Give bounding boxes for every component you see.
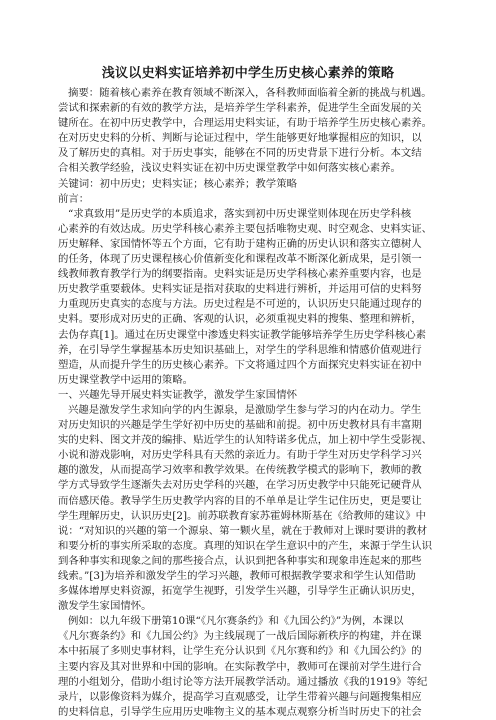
body-line: 激发学生家国情怀。 xyxy=(58,600,152,613)
body-line: 趣的激发，从而提高学习效率和教学效果。在传统教学模式的影响下，教师的教 xyxy=(58,464,422,477)
body-line: 合相关教学经验，浅议史料实证在初中历史课堂教学中如何落实核心素养。 xyxy=(58,162,401,175)
body-line: 例如：以九年级下册第10课“《凡尔赛条约》和《九国公约》”为例，本课以 xyxy=(68,615,404,628)
body-line: 《凡尔赛条约》和《九国公约》为主线展现了一战后国际新秩序的构建，并在课 xyxy=(58,630,422,643)
body-line: “求真致用”是历史学的本质追求，落实到初中历史课堂则体现在历史学科核 xyxy=(68,207,412,220)
body-line: 到各种事实和现象之间的那些接合点，认识到把各种事实和现象串连起来的那些 xyxy=(58,554,422,567)
body-line: 录片，以影像资料为媒介，提高学习直观感受，让学生带着兴趣与问题搜集相应 xyxy=(58,690,422,703)
body-line: 去伪存真[1]。通过在历史课堂中渗透史料实证教学能够培养学生历史学科核心素 xyxy=(58,328,426,341)
body-line: 摘要：随着核心素养在教育领域不断深入，各科教师面临着全新的挑战与机遇。 xyxy=(68,87,432,99)
body-line: 主要内容及其对世界和中国的影响。在实际教学中，教师可在课前对学生进行合 xyxy=(58,660,422,673)
document-body xyxy=(58,86,438,720)
body-line: 心素养的有效达成。历史学科核心素养主要包括唯物史观、时空观念、史料实证、 xyxy=(58,222,433,235)
document-title: 浅议以史料实证培养初中学生历史核心素养的策略 xyxy=(101,66,395,81)
body-line: 历史教学重要载体。史料实证是指对获取的史料进行辨析，并运用可信的史料努 xyxy=(58,283,422,296)
body-line: 线教师教育教学行为的纲要指南。史料实证是历史学科核心素养重要内容，也是 xyxy=(58,268,422,281)
body-line: 键所在。在初中历史教学中，合理运用史料实证，有助于培养学生历史核心素养。 xyxy=(58,117,433,130)
body-line: 的史料信息，引导学生应用历史唯物主义的基本观点观察分析当时历史下的社会 xyxy=(58,705,422,718)
body-line: 对历史知识的兴趣是学生学好初中历史的基础和前提。初中历史教材具有丰富期 xyxy=(58,419,422,432)
body-line: 和要分析的事实所采取的态度。真理的知识在学生意识中的产生，来源于学生认识 xyxy=(58,539,433,552)
body-line: 本中拓展了多则史事材料，让学生充分认识到《凡尔赛和约》和《九国公约》的 xyxy=(58,645,422,658)
body-line: 前言： xyxy=(58,192,90,205)
body-line: 线索。”[3]为培养和激发学生的学习兴趣，教师可根据教学要求和学生认知借助 xyxy=(58,570,416,582)
body-line: 多媒体增厚史料资源，拓宽学生视野，引发学生兴趣，引导学生正确认识历史， xyxy=(58,585,422,598)
body-line: 历史解释、家国情怀等五个方面，它有助于建构正确的历史认识和落实立德树人 xyxy=(58,237,422,250)
body-line: 历史课堂教学中运用的策略。 xyxy=(58,373,194,386)
body-line: 学方式导致学生逐渐失去对历史学科的兴趣，在学习历史教学中只能死记硬背从 xyxy=(58,479,422,492)
body-line: 小说和游戏影响，对历史学科具有天然的亲近力。有助于学生对历史学科学习兴 xyxy=(58,449,422,462)
body-line: 一、兴趣先导开展史料实证教学，激发学生家国情怀 xyxy=(58,388,297,401)
body-line: 兴趣是激发学生求知向学的内生源泉，是激励学生参与学习的内在动力。学生 xyxy=(68,403,422,416)
body-line: 理的小组划分，借助小组讨论等方法开展教学活动。通过播放《我的1919》等纪 xyxy=(58,675,428,688)
body-line: 说：“对知识的兴趣的第一个源泉、第一颗火星，就在于教师对上课时要讲的教材 xyxy=(58,524,427,537)
body-line: 而倍感厌倦。教导学生历史教学内容的目的不单单是让学生记住历史，更是要让 xyxy=(58,494,422,507)
body-line: 的任务，体现了历史课程核心价值新变化和课程改革不断深化新成果，是引领一 xyxy=(58,253,422,266)
body-line: 养，在引导学生掌握基本历史知识基础上，对学生的学科思维和情感价值观进行 xyxy=(58,343,422,356)
body-line: 实的史料、图文并茂的编排、贴近学生的认知特诺多优点，加上初中学生受影视、 xyxy=(58,434,433,447)
body-line: 力重现历史真实的态度与方法。历史过程是不可逆的，认识历史只能通过现存的 xyxy=(58,298,422,311)
body-line: 学生理解历史，认识历史[2]。前苏联教育家苏霍姆林斯基在《给教师的建议》中 xyxy=(58,509,426,522)
body-line: 及了解历史的真相。对于历史事实，能够在不同的历史背景下进行分析。本文结 xyxy=(58,147,422,160)
body-line: 关键词：初中历史；史料实证；核心素养；教学策略 xyxy=(58,177,297,190)
body-line: 尝试和探索新的有效的教学方法，是培养学生学科素养，促进学生全面发展的关 xyxy=(58,102,422,115)
body-line: 塑造，从而提升学生的历史核心素养。下文将通过四个方面探究史料实证在初中 xyxy=(58,358,422,371)
body-line: 史料。要形成对历史的正确、客观的认识，必须重视史料的搜集、整理和辨析， xyxy=(58,313,422,326)
body-line: 在对历史史料的分析、判断与论证过程中，学生能够更好地掌握相应的知识，以 xyxy=(58,132,422,145)
